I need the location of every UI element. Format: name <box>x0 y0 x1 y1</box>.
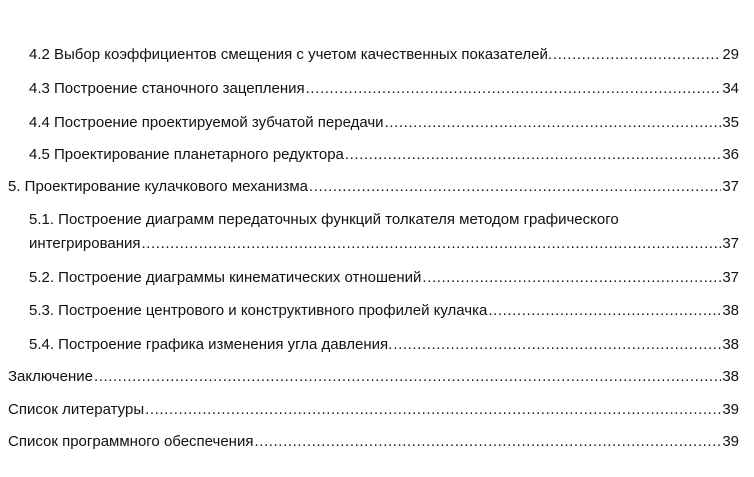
dot-leader <box>145 400 721 420</box>
toc-page-number: 37 <box>722 269 739 286</box>
dot-leader <box>254 432 721 452</box>
toc-page-number: 36 <box>722 146 739 163</box>
dot-leader <box>422 268 721 288</box>
dot-leader <box>94 367 721 387</box>
toc-entry-title-continued: интегрирования <box>29 235 141 252</box>
toc-page-number: 39 <box>722 401 739 418</box>
dot-leader <box>142 234 722 254</box>
dot-leader <box>309 177 721 197</box>
toc-entry-5-1[interactable] <box>29 210 739 254</box>
toc-page-number: 34 <box>722 80 739 97</box>
toc-page-number: 39 <box>722 433 739 450</box>
toc-entry-4-2[interactable] <box>29 45 739 65</box>
toc-page-number: 37 <box>722 235 739 252</box>
toc-entry-title: Список программного обеспечения <box>8 433 254 450</box>
toc-entry-title: Список литературы <box>8 401 145 418</box>
toc-entry-title: 4.4 Построение проектируемой зубчатой передачи <box>29 114 384 131</box>
toc-page-number: 38 <box>722 302 739 319</box>
dot-leader <box>385 113 722 133</box>
dot-leader <box>488 301 721 321</box>
dot-leader <box>393 335 721 355</box>
toc-entry-5-2[interactable] <box>29 268 739 288</box>
toc-entry-title: 5.1. Построение диаграмм передаточных функций толкателя методом графического <box>29 211 619 228</box>
toc-entry-5-3[interactable] <box>29 301 739 321</box>
toc-entry-references[interactable] <box>8 400 739 420</box>
toc-entry-4-5[interactable] <box>29 145 739 165</box>
toc-entry-title: 4.5 Проектирование планетарного редуктора <box>29 146 344 163</box>
toc-entry-title: 5.3. Построение центрового и конструктивного профилей кулачка <box>29 302 488 319</box>
toc-page-number: 35 <box>722 114 739 131</box>
toc-entry-title: 4.2 Выбор коэффициентов смещения с учетом качественных показателей. <box>29 46 552 63</box>
dot-leader <box>553 45 721 65</box>
toc-entry-title: 5.2. Построение диаграммы кинематических отношений <box>29 269 422 286</box>
toc-entry-title: 5.4. Построение графика изменения угла давления. <box>29 336 393 353</box>
dot-leader <box>345 145 721 165</box>
toc-entry-4-4[interactable] <box>29 113 739 133</box>
toc-entry-5[interactable] <box>8 177 739 197</box>
toc-page-number: 37 <box>722 178 739 195</box>
toc-entry-conclusion[interactable] <box>8 367 739 387</box>
toc-entry-software[interactable] <box>8 432 739 452</box>
toc-entry-title: 5. Проектирование кулачкового механизма <box>8 178 309 195</box>
toc-page-number: 38 <box>722 368 739 385</box>
toc-entry-title: 4.3 Построение станочного зацепления <box>29 80 305 97</box>
toc-entry-title: Заключение <box>8 368 93 385</box>
toc-entry-4-3[interactable] <box>29 79 739 99</box>
toc-page-number: 29 <box>722 46 739 63</box>
toc-page-number: 38 <box>722 336 739 353</box>
toc-entry-5-4[interactable] <box>29 335 739 355</box>
dot-leader <box>306 79 722 99</box>
